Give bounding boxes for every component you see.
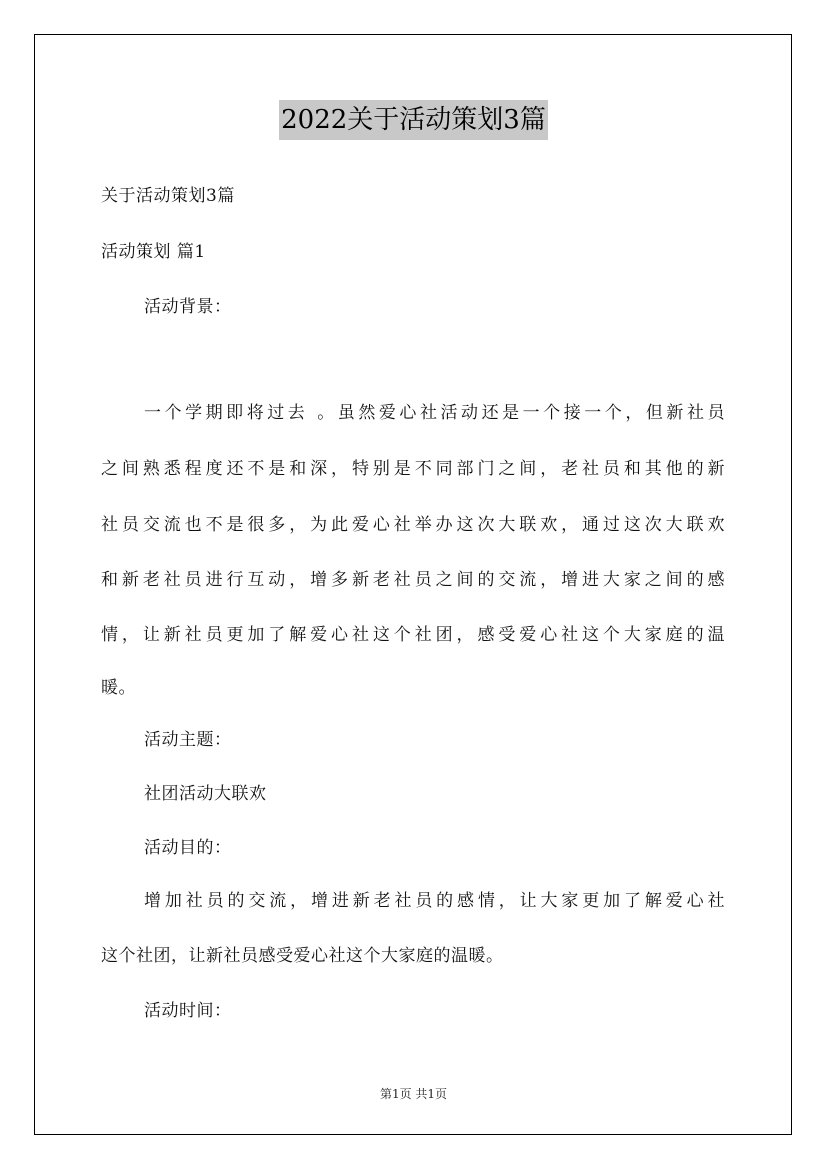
page-footer: 第1页 共1页 (379, 1087, 448, 1101)
document-title: 2022关于活动策划3篇 (279, 100, 548, 140)
background-line: 暖。 (101, 678, 136, 698)
background-line: 情，让新社员更加了解爱心社这个社团，感受爱心社这个大家庭的温 (101, 625, 725, 645)
background-line: 之间熟悉程度还不是和深，特别是不同部门之间，老社员和其他的新 (101, 459, 725, 479)
background-line: 和新老社员进行互动，增多新老社员之间的交流，增进大家之间的感 (101, 570, 725, 590)
purpose-line: 这个社团，让新社员感受爱心社这个大家庭的温暖。 (101, 946, 504, 966)
document-subtitle: 关于活动策划3篇 (101, 186, 235, 206)
time-heading: 活动时间： (144, 1001, 232, 1021)
theme-heading: 活动主题： (144, 730, 232, 750)
background-line: 社员交流也不是很多，为此爱心社举办这次大联欢，通过这次大联欢 (101, 515, 725, 535)
section-heading: 活动策划 篇1 (101, 242, 206, 262)
title-container (0, 100, 827, 140)
background-heading: 活动背景： (144, 297, 232, 317)
purpose-heading: 活动目的： (144, 838, 232, 858)
theme-text: 社团活动大联欢 (144, 784, 267, 804)
purpose-line: 增加社员的交流，增进新老社员的感情，让大家更加了解爱心社 (144, 891, 725, 911)
background-line: 一个学期即将过去 。虽然爱心社活动还是一个接一个，但新社员 (144, 403, 725, 423)
